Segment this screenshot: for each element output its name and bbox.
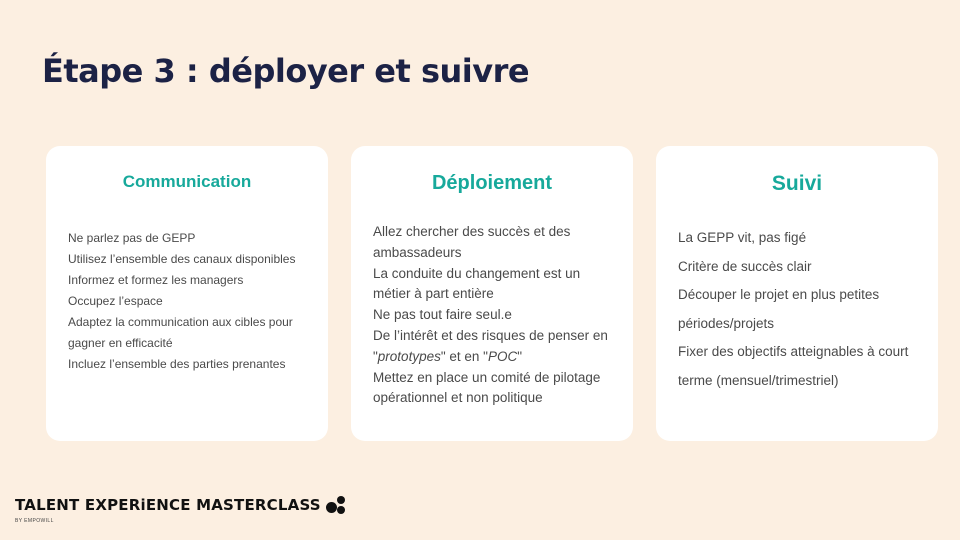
list-item: Adaptez la communication aux cibles pour gagner en efficacité xyxy=(68,315,293,350)
prototype-emphasis: prototypes xyxy=(377,348,441,364)
brand-logo xyxy=(15,495,350,515)
card-heading-deploiement: Déploiement xyxy=(431,172,553,194)
list-item: Critère de succès clair xyxy=(678,258,812,274)
card-communication xyxy=(46,146,328,441)
card-heading-suivi: Suivi xyxy=(771,172,823,195)
list-item: Occupez l’espace xyxy=(68,294,163,308)
card-heading-communication: Communication xyxy=(122,172,252,191)
page-title: Étape 3 : déployer et suivre xyxy=(42,52,530,90)
card-list-suivi xyxy=(678,224,922,395)
list-item: Fixer des objectifs atteignables à court terme (mensuel/trimestriel) xyxy=(678,344,909,388)
list-item: La conduite du changement est un métier à part entière xyxy=(373,265,581,302)
list-item: Mettez en place un comité de pilotage opérationnel et non politique xyxy=(373,369,601,406)
card-list-communication xyxy=(68,228,312,375)
brand-dots-icon xyxy=(326,495,350,515)
list-item: Ne parlez pas de GEPP xyxy=(68,231,196,245)
list-item: Ne pas tout faire seul.e xyxy=(373,307,512,323)
list-item: La GEPP vit, pas figé xyxy=(678,230,807,245)
brand-byline: BY EMPOWILL xyxy=(15,518,54,524)
prototype-text-middle: " et en " xyxy=(440,348,488,364)
card-suivi xyxy=(656,146,938,441)
brand-name: TALENT EXPERiENCE MASTERCLASS xyxy=(15,496,321,514)
poc-emphasis: POC xyxy=(487,348,518,364)
prototype-text-after: " xyxy=(517,348,523,364)
list-item: Découper le projet en plus petites périodes/projets xyxy=(678,287,880,331)
prototype-text-before: De l’intérêt et des risques de penser en " xyxy=(373,327,608,364)
list-item: Allez chercher des succès et des ambassadeurs xyxy=(373,224,571,260)
list-item: Incluez l’ensemble des parties prenantes xyxy=(68,357,286,371)
card-deploiement xyxy=(351,146,633,441)
list-item: Utilisez l’ensemble des canaux disponibles Informez et formez les managers xyxy=(68,252,296,287)
list-item-prototypes xyxy=(373,326,617,368)
card-list-deploiement xyxy=(373,222,617,409)
